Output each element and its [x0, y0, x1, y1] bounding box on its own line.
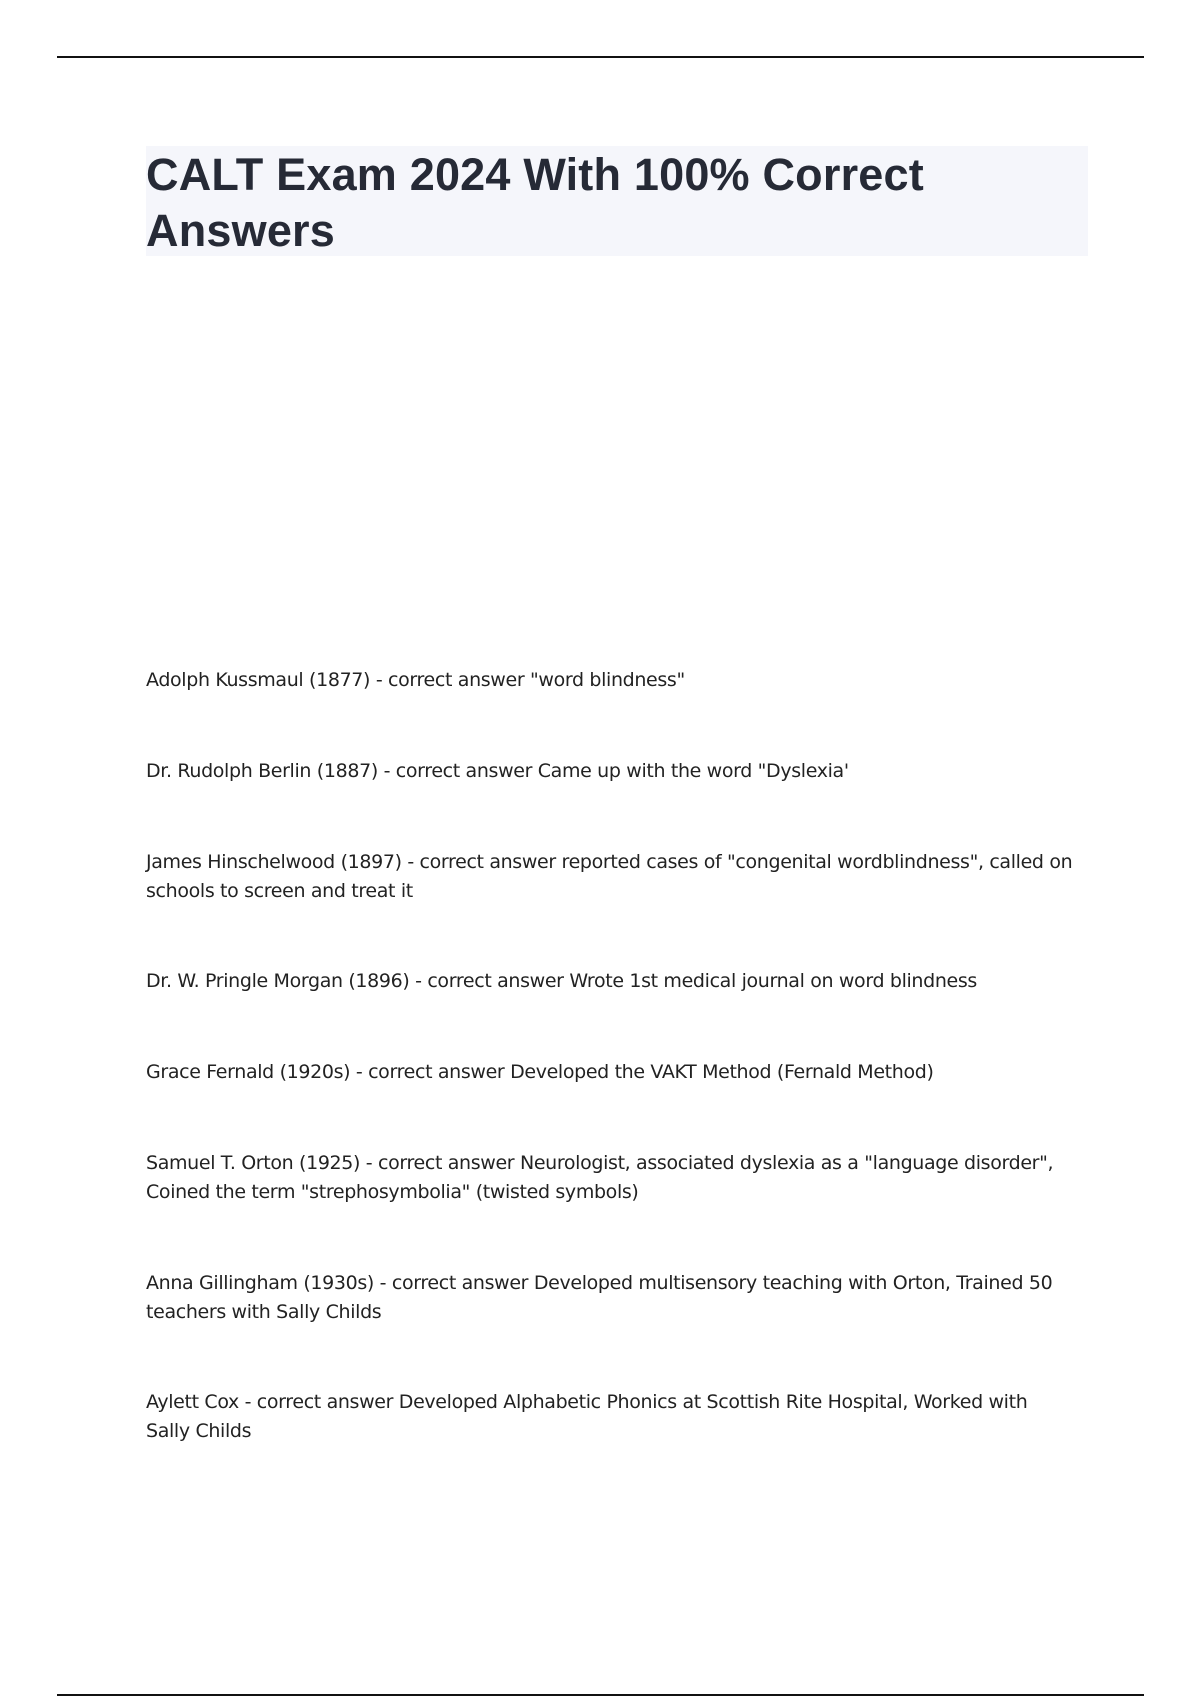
title-block: [146, 146, 1088, 256]
list-item: [146, 1058, 1076, 1087]
entry-answer: Developed multisensory teaching with Orton, Trained 50 teachers with Sally Childs: [146, 1272, 1059, 1323]
entry-answer: "word blindness": [530, 669, 685, 691]
top-divider: [57, 56, 1144, 58]
entry-answer: Developed the VAKT Method (Fernald Method): [510, 1061, 934, 1083]
entry-term: Anna Gillingham (1930s): [146, 1272, 374, 1294]
entry-answer: Wrote 1st medical journal on word blindness: [569, 970, 977, 992]
page-title: CALT Exam 2024 With 100% Correct Answers: [146, 149, 924, 256]
list-item: [146, 666, 1076, 695]
entry-separator: - correct answer: [401, 851, 562, 873]
entry-term: James Hinschelwood (1897): [146, 851, 402, 873]
list-item: [146, 1388, 1076, 1446]
entry-separator: - correct answer: [370, 669, 530, 691]
list-item: [146, 757, 1076, 786]
entry-term: Samuel T. Orton (1925): [146, 1152, 361, 1174]
entry-separator: - correct answer: [238, 1391, 399, 1413]
entry-term: Adolph Kussmaul (1877): [146, 669, 371, 691]
list-item: [146, 967, 1076, 996]
entry-answer: Came up with the word "Dyslexia': [537, 760, 849, 782]
bottom-divider: [57, 1694, 1144, 1696]
entry-separator: - correct answer: [373, 1272, 534, 1294]
list-item: [146, 1149, 1076, 1207]
entry-term: Grace Fernald (1920s): [146, 1061, 351, 1083]
entry-answer: reported cases of "congenital wordblindness", called on schools to screen and treat it: [146, 851, 1078, 902]
entry-separator: - correct answer: [377, 760, 538, 782]
entry-term: Dr. W. Pringle Morgan (1896): [146, 970, 410, 992]
entry-separator: - correct answer: [409, 970, 570, 992]
entry-separator: - correct answer: [350, 1061, 511, 1083]
entry-term: Dr. Rudolph Berlin (1887): [146, 760, 378, 782]
list-item: [146, 1269, 1076, 1327]
entry-term: Aylett Cox: [146, 1391, 239, 1413]
entry-separator: - correct answer: [360, 1152, 520, 1174]
entry-answer: Developed Alphabetic Phonics at Scottish Rite Hospital, Worked with Sally Childs: [146, 1391, 1034, 1442]
list-item: [146, 848, 1076, 906]
entry-answer: Neurologist, associated dyslexia as a "language disorder", Coined the term "strephosymbolia" (twisted symbols): [146, 1152, 1059, 1203]
